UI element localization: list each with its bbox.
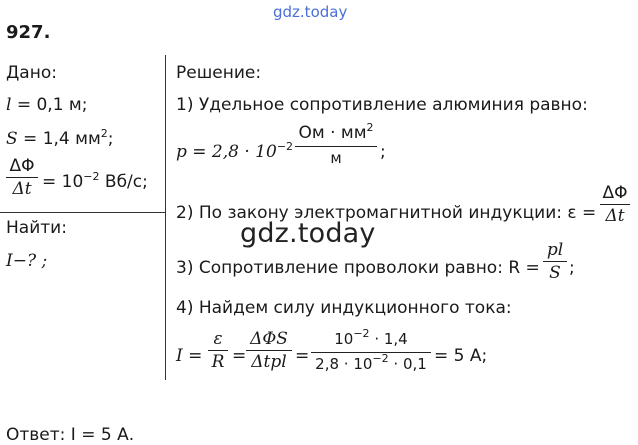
resistance-fraction: pl S xyxy=(543,240,567,283)
given-flux-value: = $10^{-2}$ Вб/с; xyxy=(42,170,148,192)
final-result: = 5 А; xyxy=(434,346,488,366)
final-eq-1: = xyxy=(232,346,247,366)
emf-fraction: ΔΦ Δt xyxy=(600,183,630,226)
solution-step-2: 2) По закону электромагнитной индукции: ε = xyxy=(176,203,597,223)
final-fraction-1: ε R xyxy=(208,329,228,372)
watermark-top: gdz.today xyxy=(273,3,348,21)
solution-step-3: 3) Сопротивление проволоки равно: R = xyxy=(176,258,540,278)
given-length: l = 0,1 м; xyxy=(6,95,88,115)
rho-lhs: $p = 2,8 \cdot 10^{-2}$ xyxy=(176,140,294,162)
find-item: I−? ; xyxy=(6,251,48,271)
rho-tail: ; xyxy=(380,142,386,162)
find-heading: Найти: xyxy=(6,218,67,238)
final-fraction-3: $10^{-2} \cdot 1,4$ $2,8 \cdot 10^{-2} \cdot 0,1$ xyxy=(311,329,431,376)
solution-step-4: 4) Найдем силу индукционного тока: xyxy=(176,298,512,318)
rho-unit-fraction: Ом · $мм^2$ м xyxy=(295,123,377,168)
vertical-divider xyxy=(165,55,166,380)
final-eq-2: = xyxy=(295,346,310,366)
problem-number: 927. xyxy=(6,22,51,43)
answer: Ответ: I = 5 А. xyxy=(6,425,135,445)
resistance-tail: ; xyxy=(569,258,575,278)
given-heading: Дано: xyxy=(6,63,57,83)
given-flux-fraction: ΔΦ Δt xyxy=(6,156,38,199)
given-area: S = 1,4 $мм^2$; xyxy=(6,127,114,149)
final-fraction-2: ΔΦS Δtpl xyxy=(246,329,292,372)
watermark-center: gdz.today xyxy=(240,218,376,249)
solution-step-1: 1) Удельное сопротивление алюминия равно: xyxy=(176,95,588,115)
final-lhs: I = xyxy=(176,346,203,366)
solution-heading: Решение: xyxy=(176,63,262,83)
given-divider xyxy=(0,212,165,213)
